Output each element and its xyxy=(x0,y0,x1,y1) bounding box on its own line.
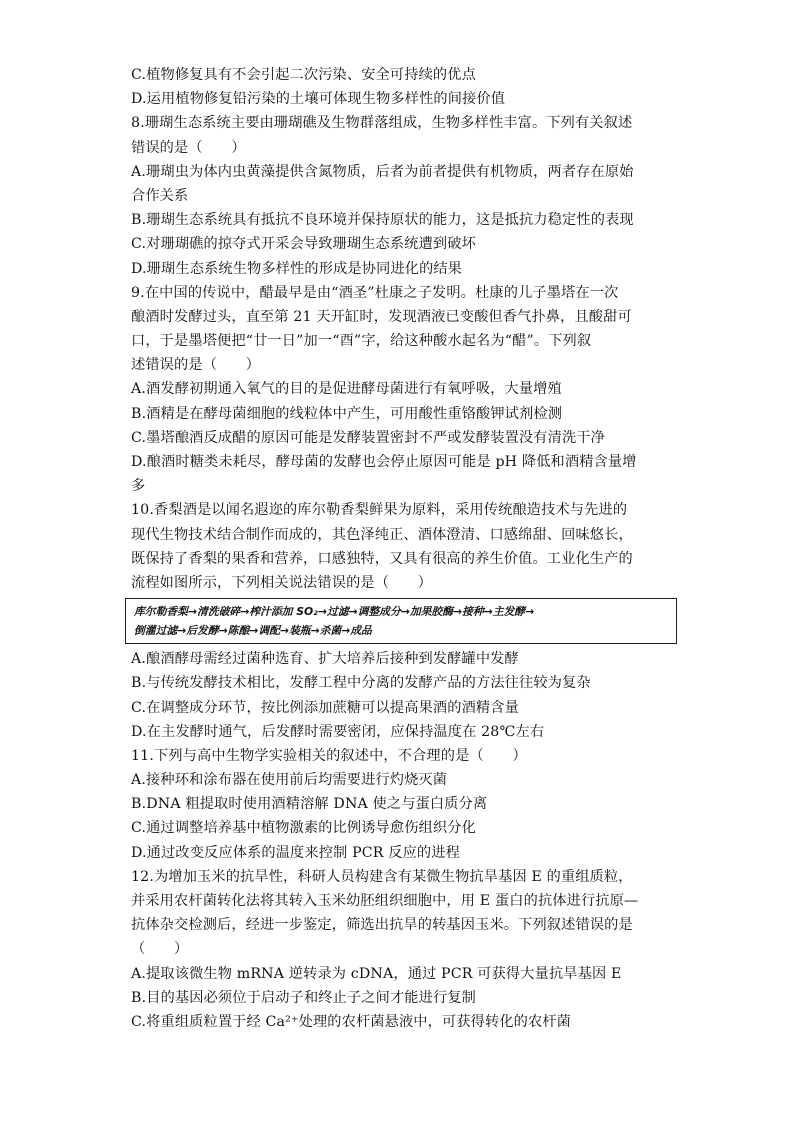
text-line: C.在调整成分环节，按比例添加蔗糖可以提高果酒的酒精含量 xyxy=(131,699,519,716)
text-line: A.珊瑚虫为体内虫黄藻提供含氮物质，后者为前者提供有机物质，两者存在原始 xyxy=(131,163,634,180)
process-flowchart xyxy=(125,598,677,644)
text-line: B.DNA 粗提取时使用酒精溶解 DNA 使之与蛋白质分离 xyxy=(131,796,488,813)
text-line: 抗体杂交检测后，经进一步鉴定，筛选出抗旱的转基因玉米。下列叙述错误的是 xyxy=(131,917,633,934)
text-line: 并采用农杆菌转化法将其转入玉米幼胚组织细胞中，用 E 蛋白的抗体进行抗原— xyxy=(131,893,639,909)
text-line: 多 xyxy=(131,478,146,495)
text-line: A.酿酒酵母需经过菌种选育、扩大培养后接种到发酵罐中发酵 xyxy=(131,651,519,668)
text-line: D.珊瑚生态系统生物多样性的形成是协同进化的结果 xyxy=(131,260,463,277)
question-text-block-top xyxy=(131,63,679,595)
text-line: 合作关系 xyxy=(131,187,189,204)
text-line: C.植物修复具有不会引起二次污染、安全可持续的优点 xyxy=(131,67,476,83)
text-line: B.珊瑚生态系统具有抵抗不良环境并保持原状的能力，这是抵抗力稳定性的表现 xyxy=(131,212,634,229)
text-line: D.通过改变反应体系的温度来控制 PCR 反应的进程 xyxy=(131,844,460,861)
text-line: 既保持了香梨的果香和营养，口感独特，又具有很高的养生价值。工业化生产的 xyxy=(131,550,633,567)
text-line: A.酒发酵初期通入氧气的目的是促进酵母菌进行有氧呼吸，大量增殖 xyxy=(131,381,562,398)
text-line: 11.下列与高中生物学实验相关的叙述中，不合理的是（ ） xyxy=(131,747,527,764)
text-line: B.酒精是在酵母菌细胞的线粒体中产生，可用酸性重铬酸钾试剂检测 xyxy=(131,405,563,422)
text-line: （ ） xyxy=(131,941,189,958)
text-line: D.运用植物修复铅污染的土壤可体现生物多样性的间接价值 xyxy=(131,91,506,108)
text-line: 现代生物技术结合制作而成的，其色泽纯正、酒体澄清、口感绵甜、回味悠长， xyxy=(131,526,633,543)
text-line: A.提取该微生物 mRNA 逆转录为 cDNA，通过 PCR 可获得大量抗旱基因 E xyxy=(131,965,622,982)
flowchart-line-2: 倒灌过滤→后发酵→陈酿→调配→装瓶→杀菌→成品 xyxy=(134,624,372,638)
text-line: 10.香梨酒是以闻名遐迩的库尔勒香梨鲜果为原料，采用传统酿造技术与先进的 xyxy=(131,502,628,519)
text-line: 酿酒时发酵过头，直至第 21 天开缸时，发现酒液已变酸但香气扑鼻，且酸甜可 xyxy=(131,308,632,325)
text-line: A.接种环和涂布器在使用前后均需要进行灼烧灭菌 xyxy=(131,772,448,789)
text-line: B.目的基因必须位于启动子和终止子之间才能进行复制 xyxy=(131,989,476,1006)
flowchart-line-1: 库尔勒香梨→清洗破碎→榨汁添加 SO₂→过滤→调整成分→加果胶酶→接种→主发酵→ xyxy=(134,605,535,619)
text-line: 述错误的是（ ） xyxy=(131,357,261,374)
text-line: C.墨塔酿酒反成醋的原因可能是发酵装置密封不严或发酵装置没有清洗干净 xyxy=(131,429,605,446)
text-line: 错误的是（ ） xyxy=(131,139,246,156)
text-line: 12.为增加玉米的抗旱性，科研人员构建含有某微生物抗旱基因 E 的重组质粒， xyxy=(131,868,633,885)
text-line: 流程如图所示，下列相关说法错误的是（ ） xyxy=(131,574,433,591)
text-line: B.与传统发酵技术相比，发酵工程中分离的发酵产品的方法往往较为复杂 xyxy=(131,675,591,692)
text-line: 8.珊瑚生态系统主要由珊瑚礁及生物群落组成，生物多样性丰富。下列有关叙述 xyxy=(131,115,633,132)
text-line: C.将重组质粒置于经 Ca²⁺处理的农杆菌悬液中，可获得转化的农杆菌 xyxy=(131,1013,572,1030)
text-line: 9.在中国的传说中，醋最早是由“酒圣”杜康之子发明。杜康的儿子墨塔在一次 xyxy=(131,284,619,301)
text-line: D.在主发酵时通气，后发酵时需要密闭，应保持温度在 28℃左右 xyxy=(131,723,545,740)
text-line: D.酿酒时糖类未耗尽，酵母菌的发酵也会停止原因可能是 pH 降低和酒精含量增 xyxy=(131,454,637,470)
text-line: C.对珊瑚礁的掠夺式开采会导致珊瑚生态系统遭到破坏 xyxy=(131,236,476,253)
text-line: C.通过调整培养基中植物激素的比例诱导愈伤组织分化 xyxy=(131,820,476,837)
question-text-block-bottom xyxy=(131,647,679,1034)
text-line: 口，于是墨塔便把“廿一日”加一“酉”字，给这种酸水起名为“醋”。下列叙 xyxy=(131,333,592,350)
page-content xyxy=(131,63,679,1034)
